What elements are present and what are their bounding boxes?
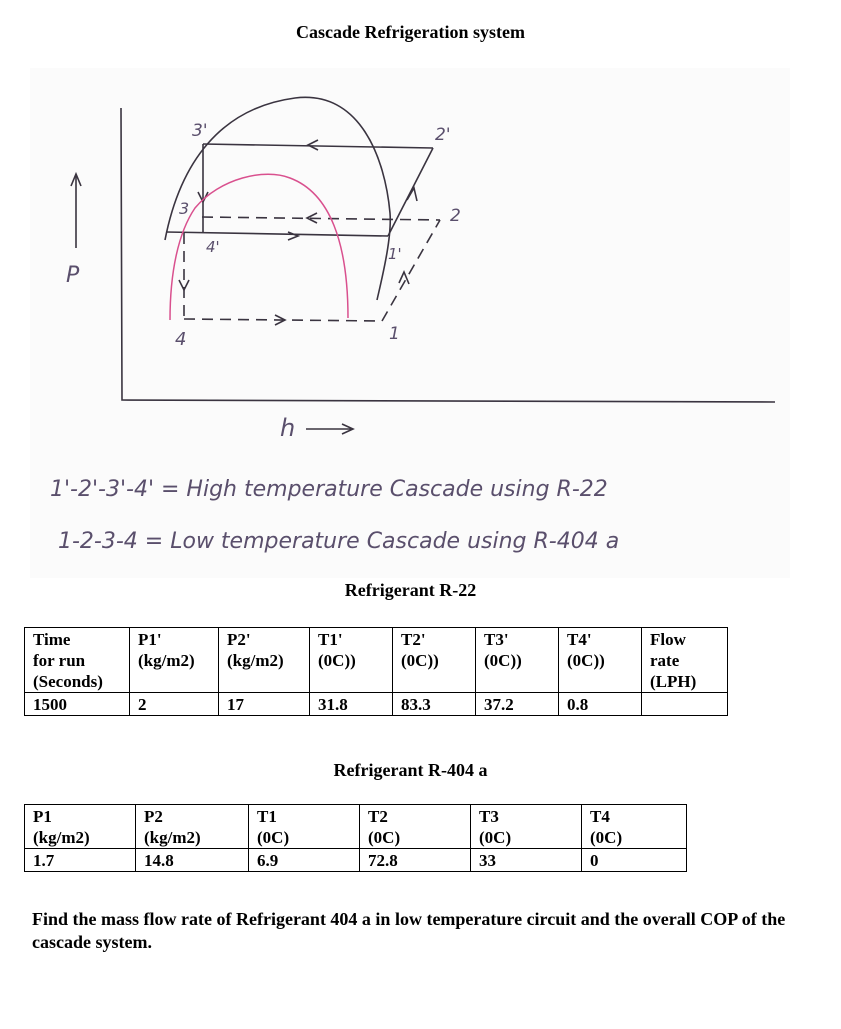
header-t1: T1 (0C) (249, 805, 360, 849)
header-p1: P1 (kg/m2) (25, 805, 136, 849)
point-4: 4 (175, 329, 187, 350)
cell-t4-prime: 0.8 (559, 693, 642, 716)
cell-t4: 0 (582, 849, 687, 872)
r22-readings-table (24, 627, 728, 716)
cell-flow-rate (642, 693, 728, 716)
header-p2-prime: P2' (kg/m2) (219, 628, 310, 693)
r22-section-title: Refrigerant R-22 (344, 580, 477, 600)
point-2-prime: 2' (435, 125, 451, 145)
header-t4-prime: T4' (0C)) (559, 628, 642, 693)
cell-time: 1500 (25, 693, 130, 716)
header-p2: P2 (kg/m2) (136, 805, 249, 849)
point-3: 3 (179, 199, 190, 218)
cell-t2: 72.8 (360, 849, 471, 872)
cell-t3: 33 (471, 849, 582, 872)
header-t2-prime: T2' (0C)) (393, 628, 476, 693)
cell-t1: 6.9 (249, 849, 360, 872)
ph-diagram (30, 68, 790, 578)
cell-t2-prime: 83.3 (393, 693, 476, 716)
point-3-prime: 3' (192, 121, 208, 141)
axis-h-label: h (280, 414, 296, 442)
r404-readings-table (24, 804, 687, 872)
point-4-prime: 4' (206, 238, 220, 256)
point-2: 2 (450, 206, 461, 226)
page-title: Cascade Refrigeration system (296, 22, 525, 42)
header-flow-rate: Flow rate (LPH) (642, 628, 728, 693)
cell-p1-prime: 2 (130, 693, 219, 716)
header-t2: T2 (0C) (360, 805, 471, 849)
table-header-row (25, 805, 687, 849)
cell-p1: 1.7 (25, 849, 136, 872)
header-p1-prime: P1' (kg/m2) (130, 628, 219, 693)
cell-t1-prime: 31.8 (310, 693, 393, 716)
header-t3: T3 (0C) (471, 805, 582, 849)
table-header-row (25, 628, 728, 693)
axis-p-label: P (66, 263, 80, 288)
header-t3-prime: T3' (0C)) (476, 628, 559, 693)
cell-p2-prime: 17 (219, 693, 310, 716)
point-1: 1 (389, 324, 400, 344)
cell-p2: 14.8 (136, 849, 249, 872)
point-1-prime: 1' (388, 245, 402, 263)
cell-t3-prime: 37.2 (476, 693, 559, 716)
header-time: Time for run (Seconds) (25, 628, 130, 693)
table-row (25, 693, 728, 716)
header-t1-prime: T1' (0C)) (310, 628, 393, 693)
legend-high-temperature: 1'-2'-3'-4' = High temperature Cascade using R-22 (50, 477, 608, 502)
question-text: Find the mass flow rate of Refrigerant 404 a in low temperature circuit and the overall COP of the cascade system. (32, 909, 786, 952)
r404-section-title: Refrigerant R-404 a (333, 760, 488, 780)
table-row (25, 849, 687, 872)
legend-low-temperature: 1-2-3-4 = Low temperature Cascade using R-404 a (58, 529, 620, 554)
header-t4: T4 (0C) (582, 805, 687, 849)
